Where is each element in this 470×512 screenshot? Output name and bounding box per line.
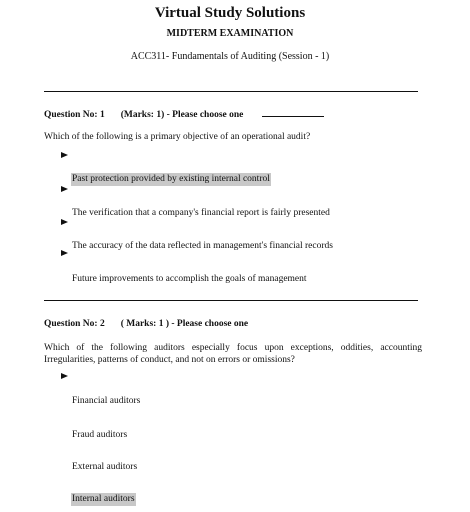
question-2-option-4[interactable]: Internal auditors xyxy=(72,494,135,504)
question-1-option-4[interactable]: Future improvements to accomplish the goals of management xyxy=(72,274,307,284)
divider xyxy=(44,300,418,301)
question-2-option-1[interactable]: Financial auditors xyxy=(72,396,141,406)
question-1-label: Question No: 1 xyxy=(44,110,105,120)
question-1-header xyxy=(44,110,243,120)
question-2-option-2[interactable]: Fraud auditors xyxy=(72,430,128,440)
course-name: ACC311- Fundamentals of Auditing (Session - 1) xyxy=(130,51,330,62)
question-2-text: Which of the following auditors especially focus upon exceptions, oddities, accounting Irregularities, patterns of conduct, and not on errors or omissions? xyxy=(44,343,422,365)
question-1-option-3[interactable]: The accuracy of the data reflected in management's financial records xyxy=(72,241,333,251)
question-1-option-2[interactable]: The verification that a company's financial report is fairly presented xyxy=(72,208,330,218)
question-2-marks: ( Marks: 1 ) - Please choose one xyxy=(120,319,249,329)
option-arrow-icon xyxy=(61,186,68,192)
question-1-option-1[interactable]: Past protection provided by existing internal control xyxy=(72,174,270,184)
answer-blank xyxy=(262,116,324,117)
option-arrow-icon xyxy=(61,373,68,379)
question-1-text: Which of the following is a primary objective of an operational audit? xyxy=(44,132,311,142)
option-arrow-icon xyxy=(61,219,68,225)
question-2-option-3[interactable]: External auditors xyxy=(72,462,138,472)
question-1-marks: (Marks: 1) - Please choose one xyxy=(120,110,244,120)
divider xyxy=(44,91,418,92)
page-title: Virtual Study Solutions xyxy=(154,5,306,21)
exam-subtitle: MIDTERM EXAMINATION xyxy=(166,28,294,39)
question-2-label: Question No: 2 xyxy=(44,319,105,329)
option-arrow-icon xyxy=(61,152,68,158)
option-arrow-icon xyxy=(61,250,68,256)
question-2-header xyxy=(44,319,248,329)
